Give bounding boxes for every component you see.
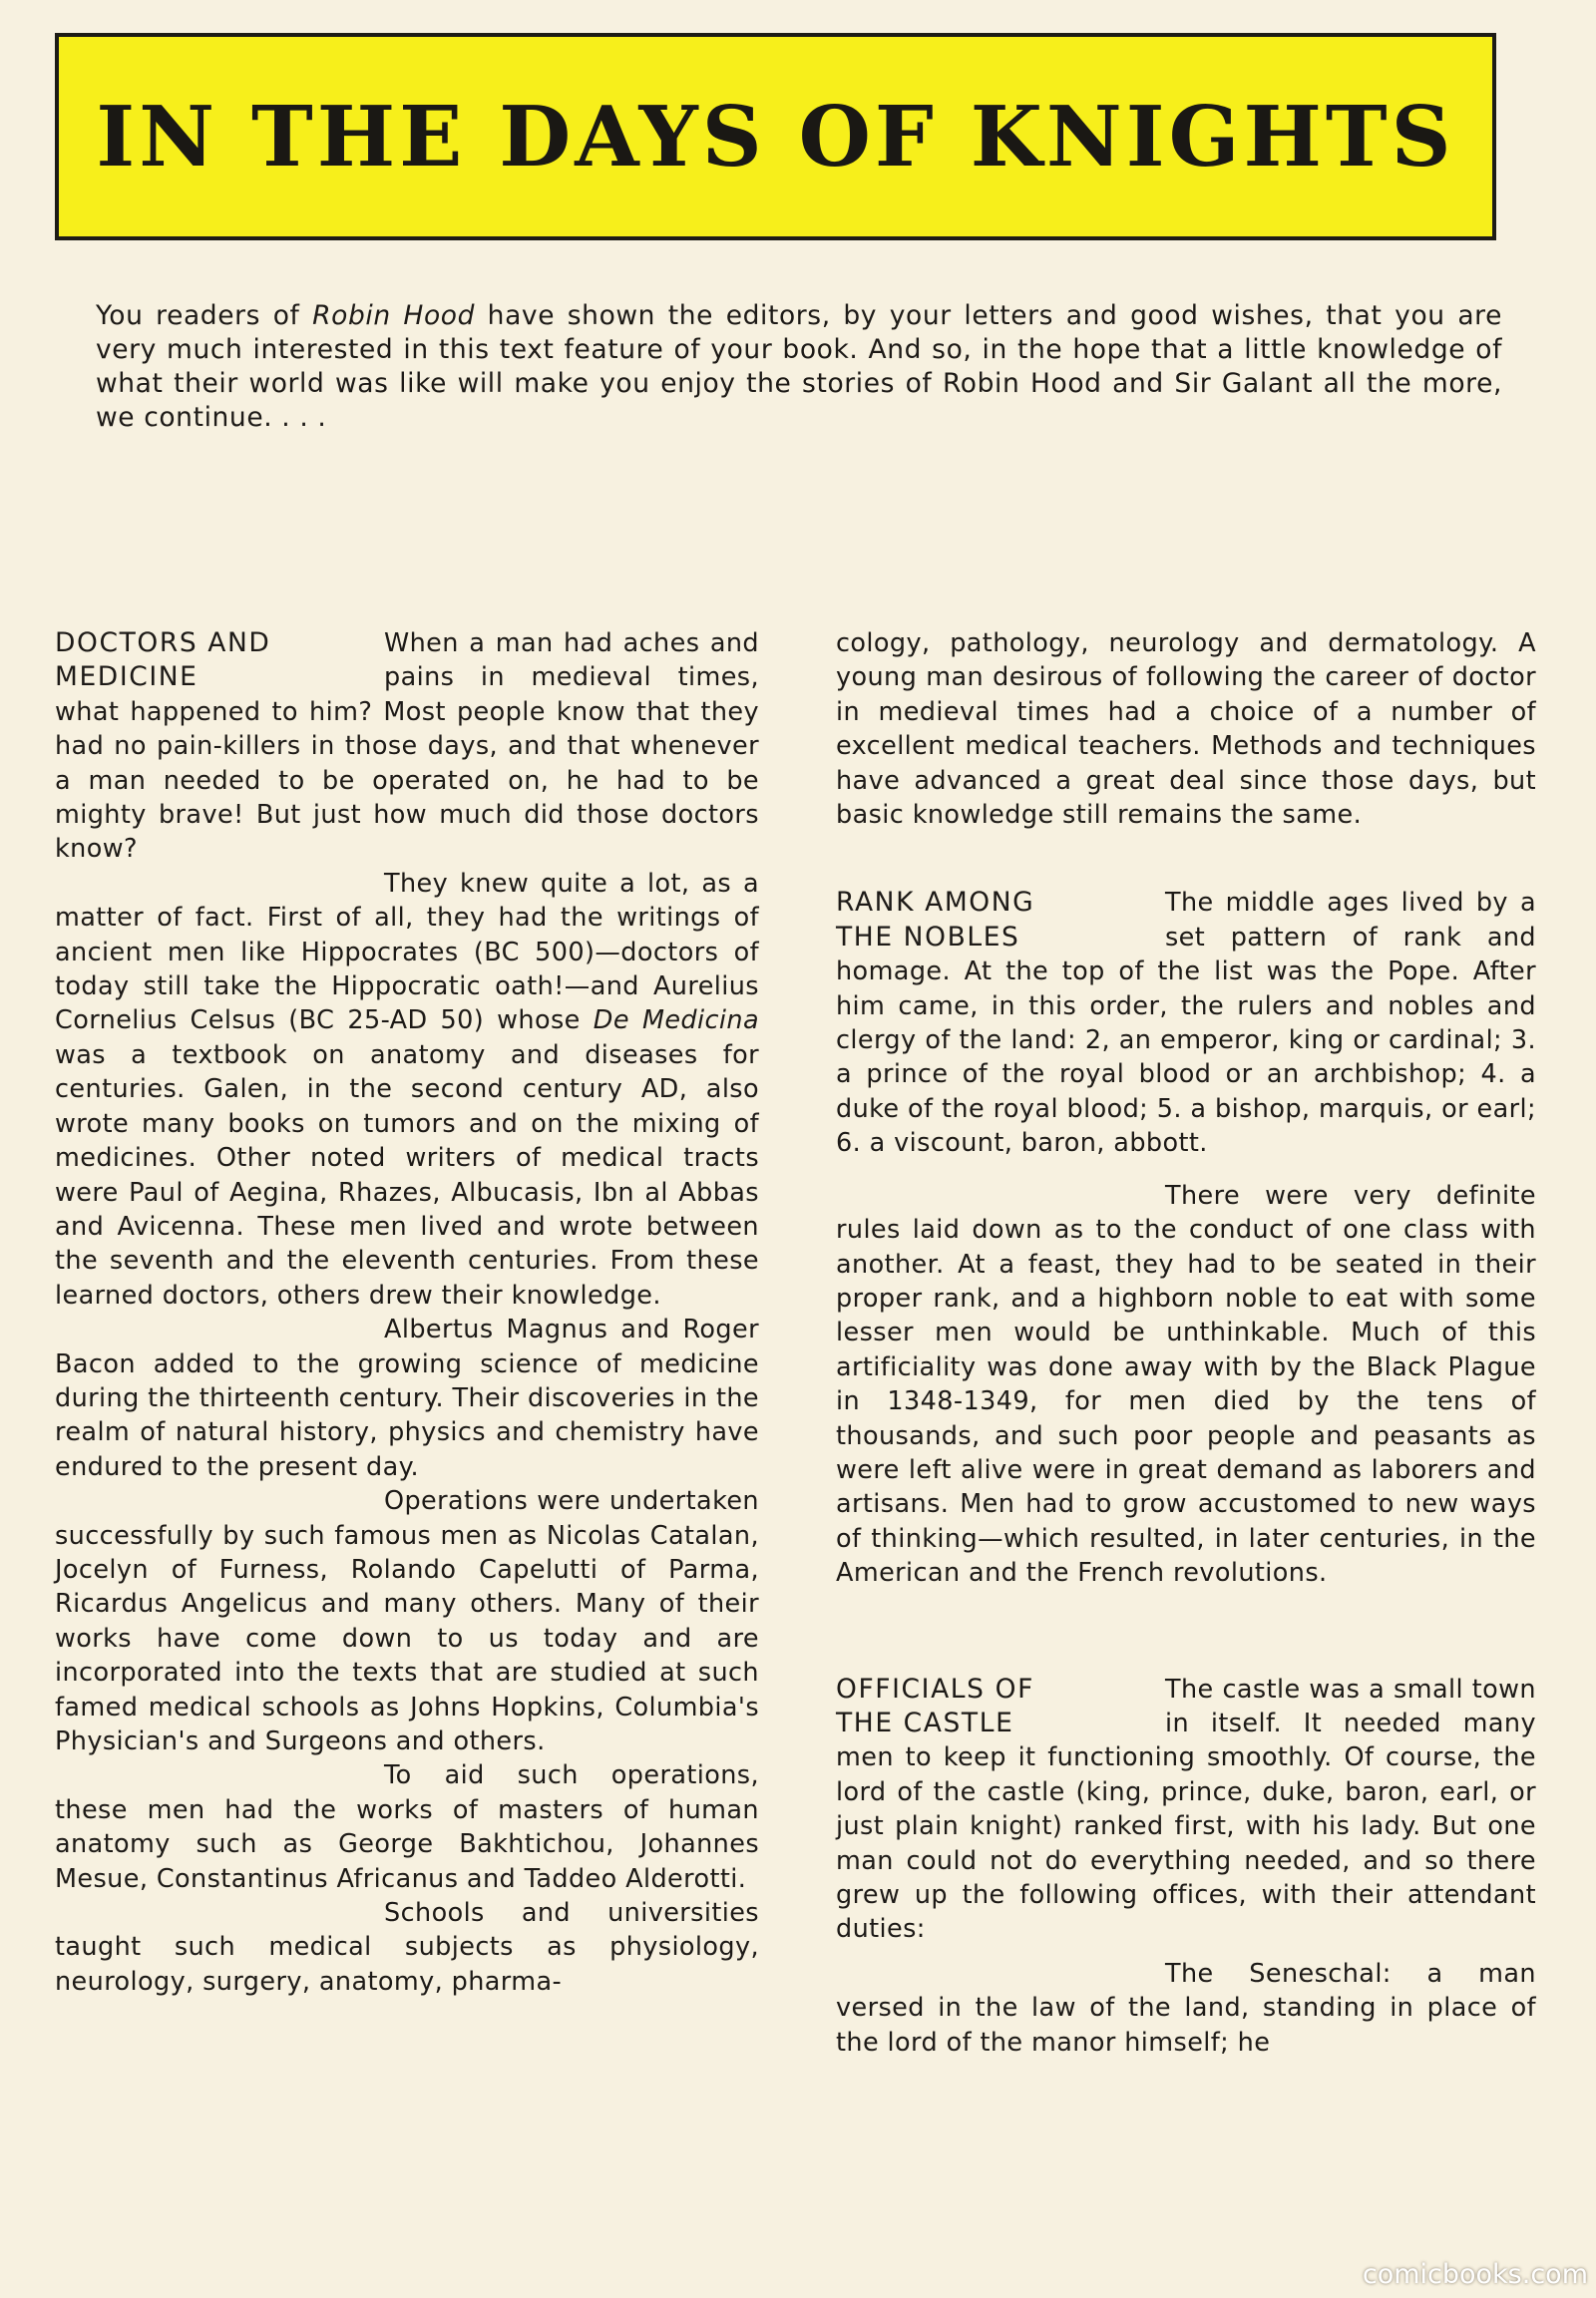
page-title: IN THE DAYS OF KNIGHTS (96, 88, 1455, 186)
left-column (55, 626, 759, 1999)
spacer (836, 832, 1536, 886)
paragraph: Schools and universities taught such medical subjects as physiology, neurology, surgery, anatomy, pharma- (55, 1898, 759, 1997)
heading-line: MEDICINE (55, 661, 199, 693)
paragraph: To aid such operations, these men had the works of masters of human anatomy such as George Bakhtichou, Johannes Mesue, Constantinus Africanus and Taddeo Alderotti. (55, 1760, 759, 1894)
heading-line: THE NOBLES (836, 921, 1020, 953)
section-officials (836, 1673, 1536, 2060)
heading-line: THE CASTLE (836, 1707, 1014, 1738)
heading-line: RANK AMONG (836, 887, 1035, 919)
heading-line: OFFICIALS OF (836, 1673, 1034, 1705)
paragraph: There were very definite rules laid down as to the conduct of one class with another. At a feast, they had to be seated in their proper rank, and a highborn noble to eat with some lesser men would be unthinkable. Much of this artificiality was done away with by the Black Plague in 1348-1349, for men died by the tens of thousands, and such poor people and peasants as were left alive were in great demand as laborers and artisans. Men had to grow accustomed to new ways of thinking—which resulted, in later centuries, in the American and the French revolutions. (836, 1180, 1536, 1589)
intro-italic-title: Robin Hood (312, 300, 475, 331)
section-heading-officials (836, 1673, 1155, 1741)
watermark-text: comicbooks.com (1362, 2259, 1588, 2290)
italic-title: De Medicina (593, 1005, 759, 1036)
right-column (836, 626, 1536, 2060)
paragraph: The middle ages lived by a set pattern of rank and homage. At the top of the list was the Pope. After him came, in this order, the rulers and nobles and clergy of the land: 2, an emperor, king or cardinal; 3. a prince of the royal blood or an archbishop; 4. a duke of the royal blood; 5. a bishop, marquis, or earl; 6. a viscount, baron, abbott. (836, 888, 1536, 1159)
intro-text-1: You readers of (96, 300, 313, 331)
paragraph: The castle was a small town in itself. It needed many men to keep it functioning smoothly. Of course, the lord of the castle (king, prince, duke, baron, earl, or just plain knight) ranked first, with his lady. But one man could not do everything needed, and so there grew up the following offices, with their attendant duties: (836, 1674, 1536, 1945)
intro-text-2: have shown the editors, by your letters and good wishes, that you are very much interested in this text feature of your book. And so, in the hope that a little knowledge of what their world was like will make you enjoy the stories of Robin Hood and Sir Galant all the more, we continue. . . . (96, 300, 1502, 433)
intro-paragraph (96, 299, 1502, 435)
title-banner (55, 33, 1496, 240)
heading-line: DOCTORS AND (55, 627, 271, 658)
section-rank (836, 886, 1536, 1590)
text-run: They knew quite a lot, as a matter of fact. First of all, they had the writings of ancient men like Hippocrates (BC 500)—doctors of today still take the Hippocratic oath!—and Aurelius Cornelius Celsus (BC 25-AD 50) whose (55, 868, 759, 1036)
paragraph: Albertus Magnus and Roger Bacon added to the growing science of medicine during the thirteenth century. Their discoveries in the realm of natural history, physics and chemistry have endured to the present day. (55, 1315, 759, 1482)
section-doctors (55, 626, 759, 1999)
spacer (836, 1591, 1536, 1673)
paragraph: The Seneschal: a man versed in the law of the land, standing in place of the lord of the manor himself; he (836, 1958, 1536, 2058)
paragraph: cology, pathology, neurology and dermatology. A young man desirous of following the career of doctor in medieval times had a choice of a number of excellent medical teachers. Methods and techniques have advanced a great deal since those days, but basic knowledge still remains the same. (836, 628, 1536, 831)
paragraph: When a man had aches and pains in medieval times, what happened to him? Most people know that they had no pain-killers in those days, and that whenever a man needed to be operated on, he had to be mighty brave! But just how much did those doctors know? (55, 628, 759, 865)
paragraph: Operations were undertaken successfully by such famous men as Nicolas Catalan, Jocelyn of Furness, Rolando Capelutti of Parma, Ricardus Angelicus and many others. Many of their works have come down to us today and are incorporated into the texts that are studied at such famed medical schools as Johns Hopkins, Columbia's Physician's and Surgeons and others. (55, 1486, 759, 1756)
paragraph (55, 867, 759, 1313)
section-heading-rank (836, 886, 1155, 955)
section-heading-doctors (55, 626, 374, 695)
text-run: was a textbook on anatomy and diseases for centuries. Galen, in the second century AD, also wrote many books on tumors and on the mixing of medicines. Other noted writers of medical tracts were Paul of Aegina, Rhazes, Albucasis, Ibn al Abbas and Avicenna. These men lived and wrote between the seventh and the eleventh centuries. From these learned doctors, others drew their knowledge. (55, 1039, 759, 1311)
